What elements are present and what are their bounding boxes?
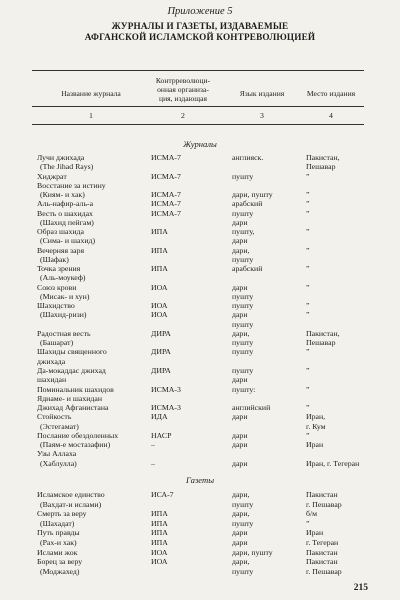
cell-language: дари, [232,245,250,255]
cell-language: дари, [232,509,250,519]
cell-language: пушту [232,347,254,357]
cell-title: Стойкость [37,412,72,422]
cell-language: англияск. [232,153,264,162]
cell-organization: ИПА [151,264,168,274]
cell-language: дари, [232,490,250,499]
cell-place: ” [306,227,310,237]
title-line-1: ЖУРНАЛЫ И ГАЗЕТЫ, ИЗДАВАЕМЫЕ [111,21,289,31]
cell-organization: ИПА [151,227,168,237]
column-header-org-line-3: ция, издающая [159,94,207,103]
cell-language: дари [232,430,248,440]
cell-title: (Хаблулла) [40,458,77,468]
cell-title: Послание обездоленных [37,430,119,440]
page-title [0,21,400,43]
cell-language: пушту: [232,384,256,394]
cell-place: Пешавар [306,338,336,348]
column-header-language: Язык издания [239,89,285,98]
cell-title: (Аль-моукеф) [40,273,86,283]
cell-title: Путь правды [37,528,80,538]
cell-language: дари [232,310,248,320]
cell-title: Да-мокаддас джихад [37,365,106,375]
cell-title: Весть о шахидах [37,208,93,218]
cell-language: дари [232,236,248,246]
column-header-org-line-1: Контрреволюци- [155,76,211,85]
cell-place: Пакистан [306,547,338,557]
cell-language: дари [232,458,248,468]
cell-title: Точка зрения [37,264,81,274]
cell-place: Пешавар [306,162,336,172]
cell-language: дари [232,412,248,422]
cell-organization: ИПА [151,509,168,519]
cell-language: дари, пушту [232,547,273,557]
cell-place: ” [306,310,310,320]
cell-title: (Сима- и шахид) [40,236,96,246]
column-number-2: 2 [181,111,185,120]
column-number-1: 1 [89,111,93,120]
cell-place: Иран, [306,412,326,422]
cell-place: Иран [306,528,324,538]
table-top-rule [32,70,364,71]
cell-organization: ИОА [151,282,168,292]
title-line-2: АФГАНСКОЙ ИСЛАМСКОЙ КОНТРЕВОЛЮЦИЕЙ [84,32,316,42]
section-heading-newspapers: Газеты [185,475,215,485]
cell-place: ” [306,171,310,181]
cell-title: Хиджрат [37,171,67,181]
cell-place: ” [306,518,310,528]
cell-title: (Шахадат) [40,518,75,528]
cell-language: пушту [232,499,254,509]
column-number-3: 3 [260,111,264,120]
table-header-rule [32,106,364,107]
cell-organization: ИОА [151,547,168,557]
cell-organization: НАСР [151,430,172,440]
cell-title: шахидан [37,375,67,385]
cell-place: ” [306,403,310,413]
column-header-org [144,76,222,103]
cell-place: г. Кум [306,421,326,431]
cell-language: арабский [232,199,263,209]
cell-language: дари [232,217,248,227]
cell-organization: ИСМА-7 [151,153,181,162]
cell-title: Шахиды священного [37,347,107,357]
cell-title: (Башарат) [40,338,74,348]
cell-language: английский [232,403,271,413]
cell-language: пушту [232,518,254,528]
cell-language: пушту [232,301,254,311]
cell-place: ” [306,365,310,375]
cell-place: Иран [306,440,324,450]
column-header-name: Название журнала [61,89,121,98]
cell-language: дари [232,538,248,547]
cell-place: Иран, г. Тегеран [306,458,360,468]
cell-title: (Вахдат-и ислами) [40,499,102,509]
cell-title: (Киям- и хак) [40,190,85,200]
cell-language: дари, пушту [232,190,273,200]
cell-organization: ИОА [151,310,168,320]
page-number: 215 [353,583,368,593]
table-numbers-rule [32,124,364,125]
cell-place: Пакистан [306,557,338,567]
cell-organization: ДИРА [151,328,171,338]
cell-title: Исламское единство [37,490,105,499]
cell-title: Узы Аллаха [37,449,77,459]
cell-organization: ИДА [151,412,168,422]
cell-organization: ИСМА-7 [151,190,181,200]
cell-language: дари [232,440,248,450]
cell-organization: ДИРА [151,365,171,375]
cell-language: пушту [232,291,254,301]
cell-organization: ИСМА-7 [151,171,181,181]
cell-place: ” [306,190,310,200]
cell-title: Поминальник шахидов [37,384,114,394]
cell-language: дари, [232,328,250,338]
cell-place: ” [306,264,310,274]
cell-organization: – [151,458,155,468]
cell-language: пушту, [232,227,255,237]
cell-place: ” [306,199,310,209]
cell-organization: ИСА-7 [151,490,174,499]
cell-title: Борец за веру [37,557,83,567]
cell-title: Восстание за истину [37,180,106,190]
cell-title: Джихад Афганистана [37,403,109,413]
cell-organization: ИПА [151,518,168,528]
cell-title: (The Jihad Rays) [40,162,94,172]
cell-title: Вечерняя заря [37,245,85,255]
cell-organization: ИСМА-3 [151,403,181,413]
cell-place: Пакистан, [306,328,340,338]
cell-title: (Паям-е мостазафин) [40,440,111,450]
cell-organization: ИСМА-7 [151,208,181,218]
cell-title: джихада [37,356,66,366]
cell-place: Пакистан [306,490,338,499]
cell-place: ” [306,430,310,440]
cell-language: пушту [232,254,254,264]
cell-language: дари [232,282,248,292]
cell-organization: ИСМА-3 [151,384,181,394]
cell-title: Ядиаме- и шахидан [37,393,102,403]
cell-place: б/м [306,509,318,519]
cell-place: ” [306,301,310,311]
cell-language: дари [232,528,248,538]
cell-place: ” [306,347,310,357]
cell-title: (Рах-и хак) [40,538,77,547]
cell-title: (Шафак) [40,254,69,264]
cell-language: арабский [232,264,263,274]
cell-organization: ДИРА [151,347,171,357]
cell-organization: ИОА [151,557,168,567]
cell-language: пушту [232,566,254,576]
cell-title: Радостная весть [37,328,91,338]
cell-language: пушту [232,319,254,329]
cell-title: (Шахид пейгам) [40,217,94,227]
column-number-4: 4 [329,111,333,120]
cell-organization: ИСМА-7 [151,199,181,209]
cell-title: Аль-нафир-аль-а [37,199,94,209]
cell-title: (Шахид-ризи) [40,310,87,320]
cell-place: г. Пешавар [306,566,342,576]
cell-language: пушту [232,365,254,375]
cell-place: ” [306,384,310,394]
cell-place: ” [306,282,310,292]
cell-language: пушту [232,338,254,348]
cell-title: Смерть за веру [37,509,87,519]
cell-place: ” [306,245,310,255]
cell-title: (Мисак- и хун) [40,291,90,301]
cell-title: Образ шахида [37,227,84,237]
cell-language: пушту [232,208,254,218]
cell-language: дари [232,375,248,385]
cell-organization: ИПА [151,528,168,538]
column-header-place: Место издания [306,89,356,98]
cell-organization: – [151,440,155,450]
cell-place: г. Тегеран [306,538,339,547]
cell-title: Шахидство [37,301,75,311]
section-heading-journals: Журналы [183,139,217,149]
appendix-label: Приложение 5 [167,6,233,17]
cell-place: Пакистан, [306,153,340,162]
cell-place: г. Пешавар [306,499,342,509]
cell-title: Ислами жок [37,547,78,557]
cell-title: (Моджахед) [40,566,80,576]
cell-title: Союз крови [37,282,77,292]
cell-organization: ИПА [151,538,168,547]
cell-organization: ИОА [151,301,168,311]
cell-title: (Эстегамат) [40,421,79,431]
cell-language: пушту [232,171,254,181]
cell-organization: ИПА [151,245,168,255]
cell-place: ” [306,208,310,218]
cell-language: дари, [232,557,250,567]
cell-title: Лучи джихада [37,153,85,162]
column-header-org-line-2: онная организа- [157,85,209,94]
